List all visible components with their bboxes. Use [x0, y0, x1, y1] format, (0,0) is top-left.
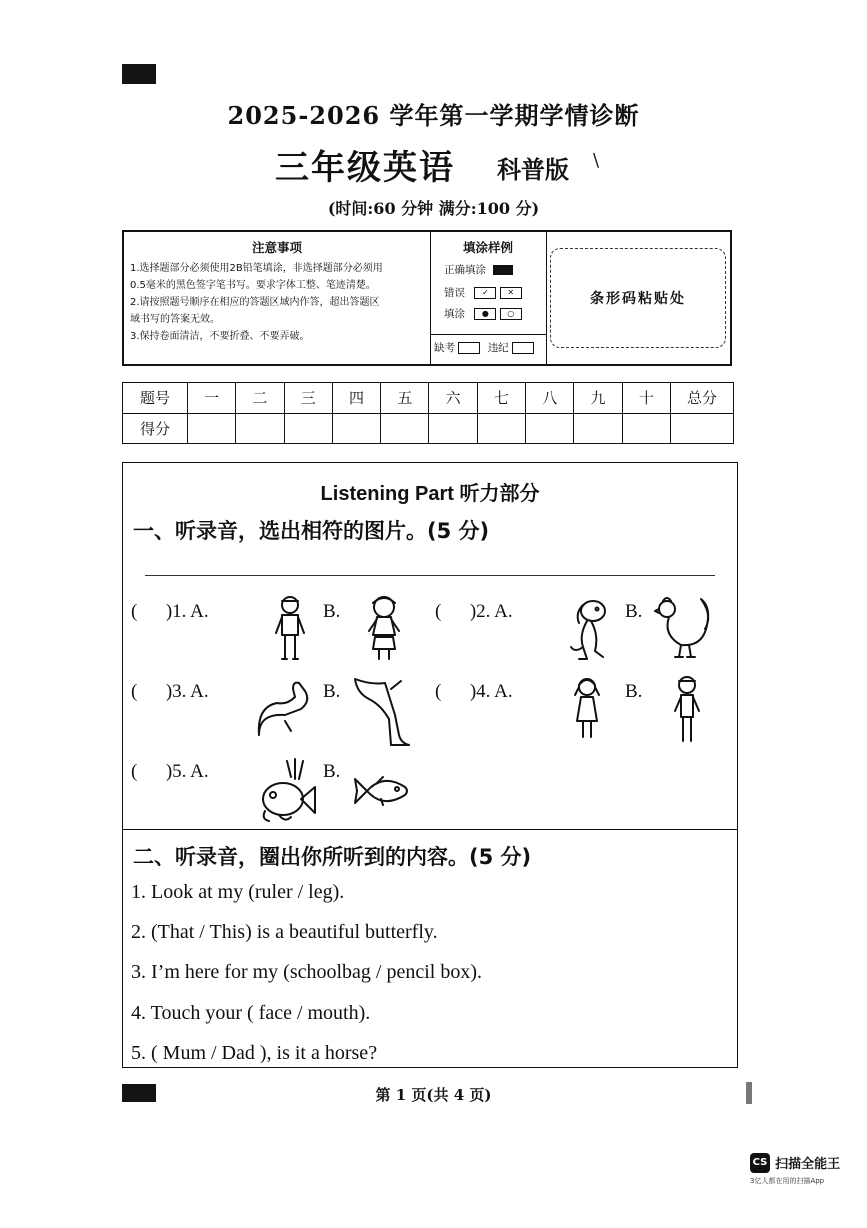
girl-icon	[573, 677, 601, 743]
listening-line: 2. (That / This) is a beautiful butterfly.	[131, 921, 438, 943]
goldfish-icon	[257, 757, 321, 825]
section2-title: 二、听录音，圈出你所听到的内容。(5 分)	[133, 845, 532, 869]
row-label: 题号	[123, 383, 188, 414]
question-3: ( )3. A.	[131, 681, 209, 702]
column-header: 总分	[671, 383, 734, 414]
scanner-brand: 扫描全能王	[775, 1157, 841, 1172]
notice-rules	[124, 232, 431, 364]
score-cell[interactable]	[574, 413, 622, 444]
sample-heading: 填涂样例	[462, 240, 513, 255]
correct-fill-box	[493, 265, 513, 275]
notice-rule: 1.选择题部分必须使用2B铅笔填涂，非选择题部分必须用	[130, 263, 383, 274]
scanner-watermark	[750, 1152, 840, 1186]
girl-icon	[365, 595, 403, 663]
score-cell[interactable]	[188, 413, 236, 444]
option-b-label: B.	[323, 601, 341, 622]
time-score-info: (时间:60 分钟 满分:100 分)	[327, 199, 540, 218]
listening-section	[122, 462, 738, 1068]
column-header: 十	[622, 383, 670, 414]
dot-mark-icon: ●	[474, 308, 496, 320]
divider-line	[145, 575, 715, 576]
column-header: 五	[381, 383, 429, 414]
question-4: ( )4. A.	[435, 681, 513, 702]
part-title: Listening Part 听力部分	[320, 483, 540, 505]
option-b-label: B.	[323, 681, 341, 702]
notice-rule: 域书写的答案无效。	[130, 314, 220, 325]
option-b-label: B.	[625, 601, 643, 622]
score-cell[interactable]	[332, 413, 380, 444]
question-2: ( )2. A.	[435, 601, 513, 622]
notice-rule: 2.请按照题号顺序在相应的答题区域内作答，超出答题区	[130, 297, 380, 308]
registration-mark	[122, 64, 156, 84]
score-cell[interactable]	[622, 413, 670, 444]
column-header: 八	[526, 383, 574, 414]
score-table	[122, 382, 734, 444]
absent-box[interactable]	[458, 342, 480, 354]
column-header: 二	[236, 383, 284, 414]
notice-heading: 注意事项	[251, 240, 302, 255]
scanner-tagline: 3亿人都在用的扫描App	[750, 1176, 825, 1185]
wrong-fill-label: 错误	[444, 287, 465, 299]
edition-label: 科普版	[497, 155, 569, 184]
option-b-label: B.	[625, 681, 643, 702]
question-number-row	[123, 383, 734, 414]
score-cell[interactable]	[477, 413, 525, 444]
violation-box[interactable]	[512, 342, 534, 354]
violation-label: 违纪	[487, 342, 509, 354]
score-cell[interactable]	[284, 413, 332, 444]
subject-title: 三年级英语	[275, 148, 455, 188]
score-cell[interactable]	[381, 413, 429, 444]
column-header: 七	[477, 383, 525, 414]
column-header: 三	[284, 383, 332, 414]
page-number: 第 1 页(共 4 页)	[375, 1086, 492, 1104]
notice-box	[122, 230, 732, 366]
column-header: 四	[332, 383, 380, 414]
fish-icon	[353, 771, 413, 811]
score-cell[interactable]	[236, 413, 284, 444]
man-icon	[673, 675, 701, 745]
arm-icon	[255, 677, 321, 737]
listening-line: 4. Touch your ( face / mouth).	[131, 1002, 371, 1024]
score-cell[interactable]	[526, 413, 574, 444]
listening-line: 1. Look at my (ruler / leg).	[131, 881, 345, 903]
score-cell[interactable]	[671, 413, 734, 444]
column-header: 六	[429, 383, 477, 414]
question-5: ( )5. A.	[131, 761, 209, 782]
section1-title: 一、听录音，选出相符的图片。(5 分)	[133, 519, 490, 543]
exam-title: 2025-2026 学年第一学期学情诊断	[227, 101, 640, 130]
pen-mark: \	[593, 150, 600, 171]
score-row	[123, 413, 734, 444]
score-cell[interactable]	[429, 413, 477, 444]
section-divider	[123, 829, 737, 830]
listening-line: 3. I’m here for my (schoolbag / pencil box).	[131, 961, 483, 983]
notice-rule: 3.保持卷面清洁，不要折叠、不要弄破。	[130, 331, 310, 342]
boy-icon	[273, 595, 307, 665]
question-1: ( )1. A.	[131, 601, 209, 622]
scanner-logo-icon: CS	[750, 1153, 770, 1173]
circle-mark-icon: ○	[500, 308, 522, 320]
notice-rule: 0.5毫米的黑色签字笔书写。要求字体工整、笔迹清楚。	[130, 280, 376, 291]
check-mark-icon: ✓	[474, 287, 496, 299]
cross-mark-icon: ✕	[500, 287, 522, 299]
option-b-label: B.	[323, 761, 341, 782]
leg-icon	[351, 675, 413, 747]
fill-sample	[430, 232, 547, 364]
correct-fill-label: 正确填涂	[444, 264, 486, 276]
column-header: 九	[574, 383, 622, 414]
listening-line: 5. ( Mum / Dad ), is it a horse?	[131, 1042, 378, 1064]
row-label: 得分	[123, 413, 188, 444]
barcode-area: 条形码粘贴处	[550, 248, 726, 348]
rooster-icon	[653, 595, 717, 663]
wrong-fill-label: 填涂	[444, 308, 465, 320]
column-header: 一	[188, 383, 236, 414]
dog-icon	[565, 595, 611, 665]
absent-label: 缺考	[434, 342, 455, 354]
